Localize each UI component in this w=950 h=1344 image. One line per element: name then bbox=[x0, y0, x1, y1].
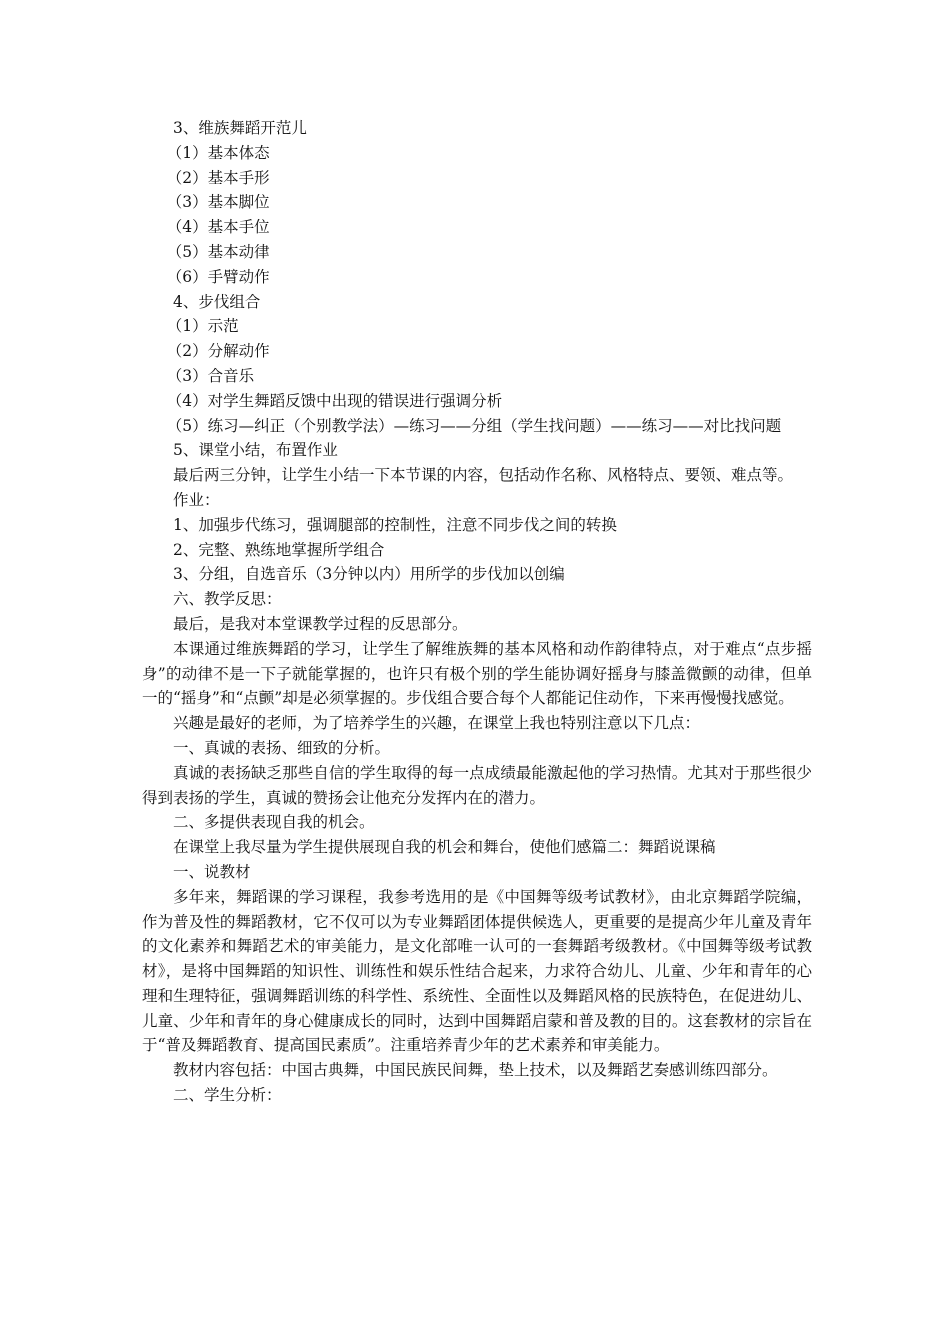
subheading: 一、真诚的表扬、细致的分析。 bbox=[173, 738, 391, 757]
homework-item: 3、分组，自选音乐（3分钟以内）用所学的步伐加以创编 bbox=[173, 565, 565, 584]
list-item: （2）分解动作 bbox=[166, 342, 270, 361]
paragraph: 教材内容包括：中国古典舞，中国民族民间舞，垫上技术，以及舞蹈艺奏感训练四部分。 bbox=[173, 1061, 778, 1080]
homework-item: 2、完整、熟练地掌握所学组合 bbox=[173, 540, 385, 559]
list-item: （2）基本手形 bbox=[166, 168, 270, 187]
list-item: （6）手臂动作 bbox=[166, 267, 270, 286]
paragraph: 本课通过维族舞蹈的学习，让学生了解维族舞的基本风格和动作韵律特点，对于难点“点步摇身”的动律不是一下子就能掌握的，也许只有极个别的学生能协调好摇身与膝盖微颤的动律，但单一的“摇身”和“点颤”却是必须掌握的。步伐组合要合每个人都能记住动作，下来再慢慢找感觉。 bbox=[142, 639, 812, 708]
paragraph: 最后，是我对本堂课教学过程的反思部分。 bbox=[173, 614, 468, 633]
heading-weizu-basics: 3、维族舞蹈开范儿 bbox=[173, 119, 307, 137]
subheading: 二、多提供表现自我的机会。 bbox=[173, 813, 375, 832]
heading-student-analysis: 二、学生分析： bbox=[173, 1086, 282, 1105]
paragraph: 多年来，舞蹈课的学习课程，我参考选用的是《中国舞等级考试教材》，由北京舞蹈学院编，作为普及性的舞蹈教材，它不仅可以为专业舞蹈团体提供候选人，更重要的是提高少年儿童及青年的文化素养和舞蹈艺术的审美能力，是文化部唯一认可的一套舞蹈考级教材。《中国舞等级考试教材》，是将中国舞蹈的知识性、训练性和娱乐性结合起来，力求符合幼儿、儿童、少年和青年的心理和生理特征，强调舞蹈训练的科学性、系统性、全面性以及舞蹈风格的民族特色，在促进幼儿、儿童、少年和青年的身心健康成长的同时，达到中国舞蹈启蒙和普及教的目的。这套教材的宗旨在于“普及舞蹈教育、提高国民素质”。注重培养青少年的艺术素养和审美能力。 bbox=[142, 887, 812, 1055]
list-item: （4）基本手位 bbox=[166, 218, 270, 237]
heading-textbook: 一、说教材 bbox=[173, 862, 251, 881]
list-item: （5）基本动律 bbox=[166, 242, 270, 261]
list-item: （1）基本体态 bbox=[166, 143, 270, 162]
paragraph: 在课堂上我尽量为学生提供展现自我的机会和舞台，使他们感篇二：舞蹈说课稿 bbox=[173, 838, 716, 857]
heading-reflection: 六、教学反思： bbox=[173, 590, 282, 609]
homework-item: 1、加强步代练习，强调腿部的控制性，注意不同步伐之间的转换 bbox=[173, 515, 617, 534]
list-item: （3）合音乐 bbox=[166, 366, 255, 385]
document-body bbox=[142, 116, 812, 1108]
list-item: （3）基本脚位 bbox=[166, 193, 270, 212]
list-item: （1）示范 bbox=[166, 317, 239, 336]
homework-label: 作业： bbox=[173, 490, 220, 509]
list-item: （5）练习—纠正（个别教学法）—练习——分组（学生找问题）——练习——对比找问题 bbox=[166, 416, 782, 435]
heading-step-combination: 4、步伐组合 bbox=[173, 292, 261, 311]
paragraph: 兴趣是最好的老师，为了培养学生的兴趣，在课堂上我也特别注意以下几点： bbox=[173, 714, 701, 733]
heading-summary: 5、课堂小结，布置作业 bbox=[173, 441, 338, 460]
paragraph: 真诚的表扬缺乏那些自信的学生取得的每一点成绩最能激起他的学习热情。尤其对于那些很少得到表扬的学生，真诚的赞扬会让他充分发挥内在的潜力。 bbox=[142, 763, 812, 807]
list-item: （4）对学生舞蹈反馈中出现的错误进行强调分析 bbox=[166, 391, 503, 410]
paragraph: 最后两三分钟，让学生小结一下本节课的内容，包括动作名称、风格特点、要领、难点等。 bbox=[173, 466, 794, 485]
